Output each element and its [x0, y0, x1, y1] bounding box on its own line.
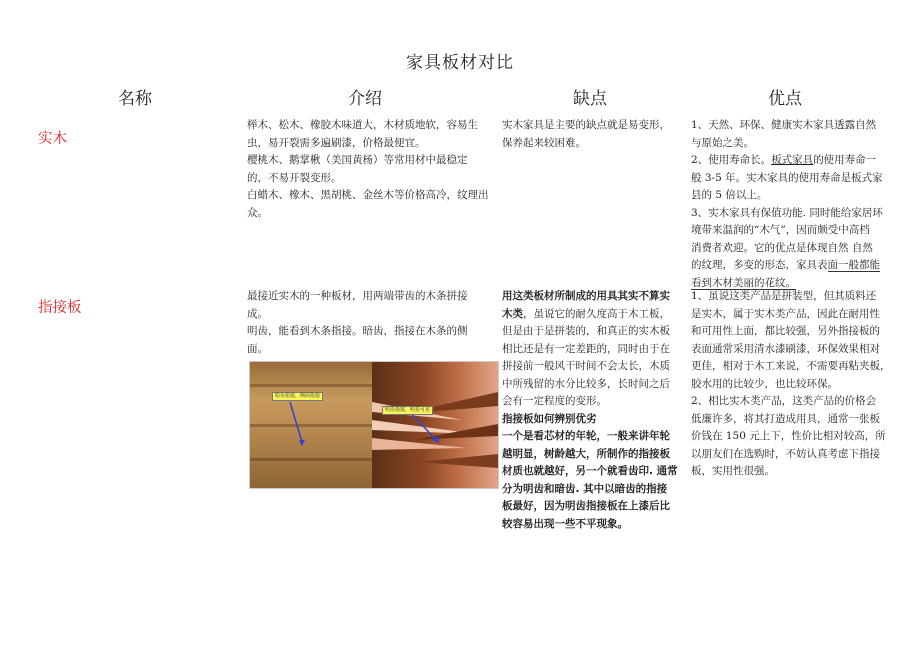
text-line: 与原始之美。 [691, 136, 754, 149]
text-line: 保养起来较困难。 [502, 136, 586, 149]
dark-joint-wood-image [250, 362, 372, 488]
text-line: 胶水用的比较少，也比较环保。 [691, 377, 838, 390]
text-line: 材质也就越好，另一个就看齿印. 通常 [502, 465, 678, 477]
header-intro: 介绍 [348, 89, 382, 109]
photo-label-right: 明齿指接，明显可见 [382, 406, 433, 415]
arrow-icon [250, 362, 372, 488]
row-label-finger-joint: 指接板 [38, 300, 82, 316]
text-line [502, 306, 684, 324]
text-line: 县的 5 倍以上。 [691, 189, 768, 201]
text-line [691, 152, 891, 170]
text-line: 成。 [247, 307, 268, 320]
text-line: 境带来温润的“木气”，因而颇受中高档 [691, 224, 870, 236]
text-line: 低廉许多，将其打造成用具，通常一张板 [691, 412, 880, 425]
underlined-text: 看到木材美丽的花纹。 [691, 276, 796, 289]
text-line: 用这类板材所制成的用具其实不算实 [502, 290, 670, 302]
text-line: 般 3-5 年。实木家具的使用寿命是板式家 [691, 171, 883, 184]
text-line: 和可用性上面，都比较强，另外指接板的 [691, 325, 880, 337]
underlined-text: 面一般都能 [827, 259, 880, 271]
photo-label-left: 暗齿指接，侧面指接 [272, 392, 323, 401]
text-line: 指接板如何辨别优劣 [502, 412, 597, 425]
intro-solid-wood [247, 117, 497, 222]
text-line: 面。 [247, 342, 268, 355]
panel-furniture-link[interactable]: 板式家具 [771, 154, 814, 166]
text-line: 虫，易开裂需多遍刷漆，价格最便宜。 [247, 136, 426, 149]
page-title: 家具板材对比 [406, 53, 514, 73]
text-line: 但是由于是拼装的，和真正的实木板 [502, 325, 670, 337]
header-name: 名称 [118, 89, 152, 109]
text-line: 中所残留的水分比较多，长时间之后 [502, 377, 670, 390]
text-line: 以朋友们在选购时，不妨认真考虑下指接 [691, 447, 880, 460]
text-line: 板最好，因为明齿指接板在上漆后比 [502, 500, 670, 512]
text-line: 榉木、松木、橡胶木味道大，木材质地软，容易生 [247, 119, 478, 131]
text-line: 樱桃木、鹅掌楸（美国黄杨）等常用材中最稳定 [247, 154, 468, 166]
text-line: 白蜡木、橡木、黑胡桃、金丝木等价格高冷，纹理出 [247, 189, 489, 201]
text-run: 2、使用寿命长。 [691, 154, 772, 166]
text-run: ，虽说它的耐久度高于木工板， [523, 307, 670, 320]
text-line: 实木家具是主要的缺点就是易变形， [502, 119, 670, 131]
pros-finger-joint [691, 288, 891, 481]
text-line: 的，不易开裂变形。 [247, 171, 342, 184]
text-line: 消费者欢迎。它的优点是体现自然 自然 [691, 241, 873, 254]
text-run: 的使用寿命一 [813, 154, 877, 166]
text-line: 较容易出现一些不平现象。 [502, 517, 628, 530]
text-line: 最接近实木的一种板材，用两端带齿的木条拼接 [247, 290, 468, 302]
text-line [691, 257, 891, 275]
text-line: 3、实木家具有保值功能. 同时能给家居环 [691, 206, 883, 219]
text-line: 拼接前一般风干时间不会太长，木质 [502, 360, 670, 372]
text-line: 一个是看芯材的年轮，一般来讲年轮 [502, 430, 670, 442]
text-line: 1、虽说这类产品是拼装型，但其质料还 [691, 290, 877, 302]
row-label-solid-wood: 实木 [38, 131, 67, 147]
text-run: 木类 [502, 307, 523, 320]
finger-joint-photo [249, 361, 499, 489]
text-line: 越明显，树龄越大，所制作的指接板 [502, 447, 670, 460]
text-line: 表面通常采用清水漆刷漆，环保效果相对 [691, 342, 880, 355]
header-pros: 优点 [768, 89, 802, 109]
cons-solid-wood [502, 117, 682, 152]
visible-joint-wood-image [372, 362, 498, 488]
header-cons: 缺点 [573, 89, 607, 109]
text-run: 的纹理，多变的形态，家具表 [691, 259, 828, 271]
text-line: 相比还是有一定差距的，同时由于在 [502, 342, 670, 355]
text-line: 板，实用性很强。 [691, 465, 775, 477]
text-line: 更佳，相对于木工来说，不需要再粘夹板， [691, 360, 891, 372]
finger-teeth-graphic [372, 362, 498, 488]
text-line: 2、相比实木类产品，这类产品的价格会 [691, 395, 877, 407]
text-line: 众。 [247, 206, 268, 219]
intro-finger-joint [247, 288, 497, 358]
text-line: 价钱在 150 元上下，性价比相对较高，所 [691, 430, 886, 442]
text-line: 是实木，属于实木类产品，因此在耐用性 [691, 307, 880, 320]
text-line: 1、天然、环保、健康实木家具透露自然 [691, 119, 877, 131]
text-line: 明齿，能看到木条指接。暗齿，指接在木条的侧 [247, 325, 468, 337]
text-line: 会有一定程度的变形。 [502, 395, 607, 407]
cons-finger-joint [502, 288, 684, 533]
text-line: 分为明齿和暗齿. 其中以暗齿的指接 [502, 482, 668, 495]
pros-solid-wood [691, 117, 891, 292]
